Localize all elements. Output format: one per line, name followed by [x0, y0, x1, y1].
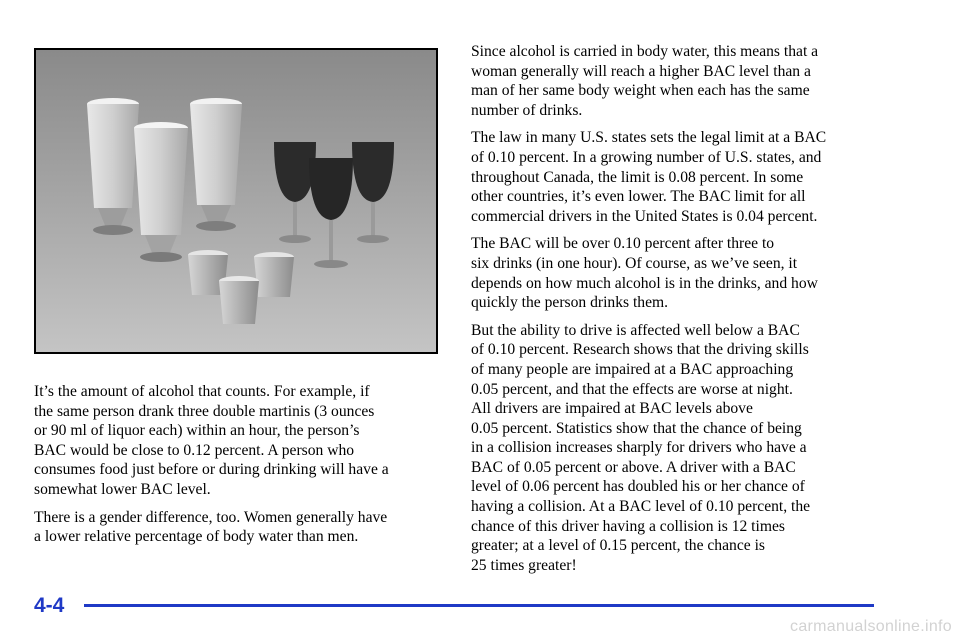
paragraph: But the ability to drive is affected well below a BAC of 0.10 percent. Research shows that the driving skills of many people are impaired at a BAC approaching 0.05 percent, and that the effects are worse at night. All drivers are impaired at BAC levels above 0.05 percent. Statistics show that the chance of being in a collision increases sharply for drivers who have a BAC of 0.05 percent or above. A driver with a BAC level of 0.06 percent has doubled his or her chance of having a collision. At a BAC level of 0.10 percent, the chance of this driver having a collision is 12 times greater; at a level of 0.15 percent, the chance is 25 times greater!	[471, 321, 811, 574]
drinks-photo	[34, 48, 438, 354]
paragraph: The BAC will be over 0.10 percent after three to six drinks (in one hour). Of course, as we’ve seen, it depends on how much alcohol is in the drinks, and how quickly the person drinks them.	[471, 235, 818, 312]
page-number: 4-4	[34, 594, 65, 617]
left-column	[34, 382, 454, 555]
paragraph: Since alcohol is carried in body water, this means that a woman generally will reach a higher BAC level than a man of her same body weight when each has the same number of drinks.	[471, 43, 819, 119]
shot-glass-icon	[254, 252, 294, 297]
paragraph: The law in many U.S. states sets the legal limit at a BAC of 0.10 percent. In a growing number of U.S. states, and throughout Canada, the limit is 0.08 percent. In some other countries, it’s even lower. The BAC limit for all commercial drivers in the United States is 0.04 percent.	[471, 129, 827, 225]
paragraph: It’s the amount of alcohol that counts. For example, if the same person drank three double martinis (3 ounces or 90 ml of liquor each) within an hour, the person’s BAC would be close to 0.12 percent. A person who consumes food just before or during drinking will have a somewhat lower BAC level.	[34, 383, 389, 498]
footer-rule	[84, 604, 874, 607]
paragraph: There is a gender difference, too. Women generally have a lower relative percentage of body water than men.	[34, 508, 388, 546]
shot-glass-icon	[219, 276, 259, 324]
right-column	[471, 42, 901, 583]
watermark: carmanualsonline.info	[790, 618, 952, 635]
